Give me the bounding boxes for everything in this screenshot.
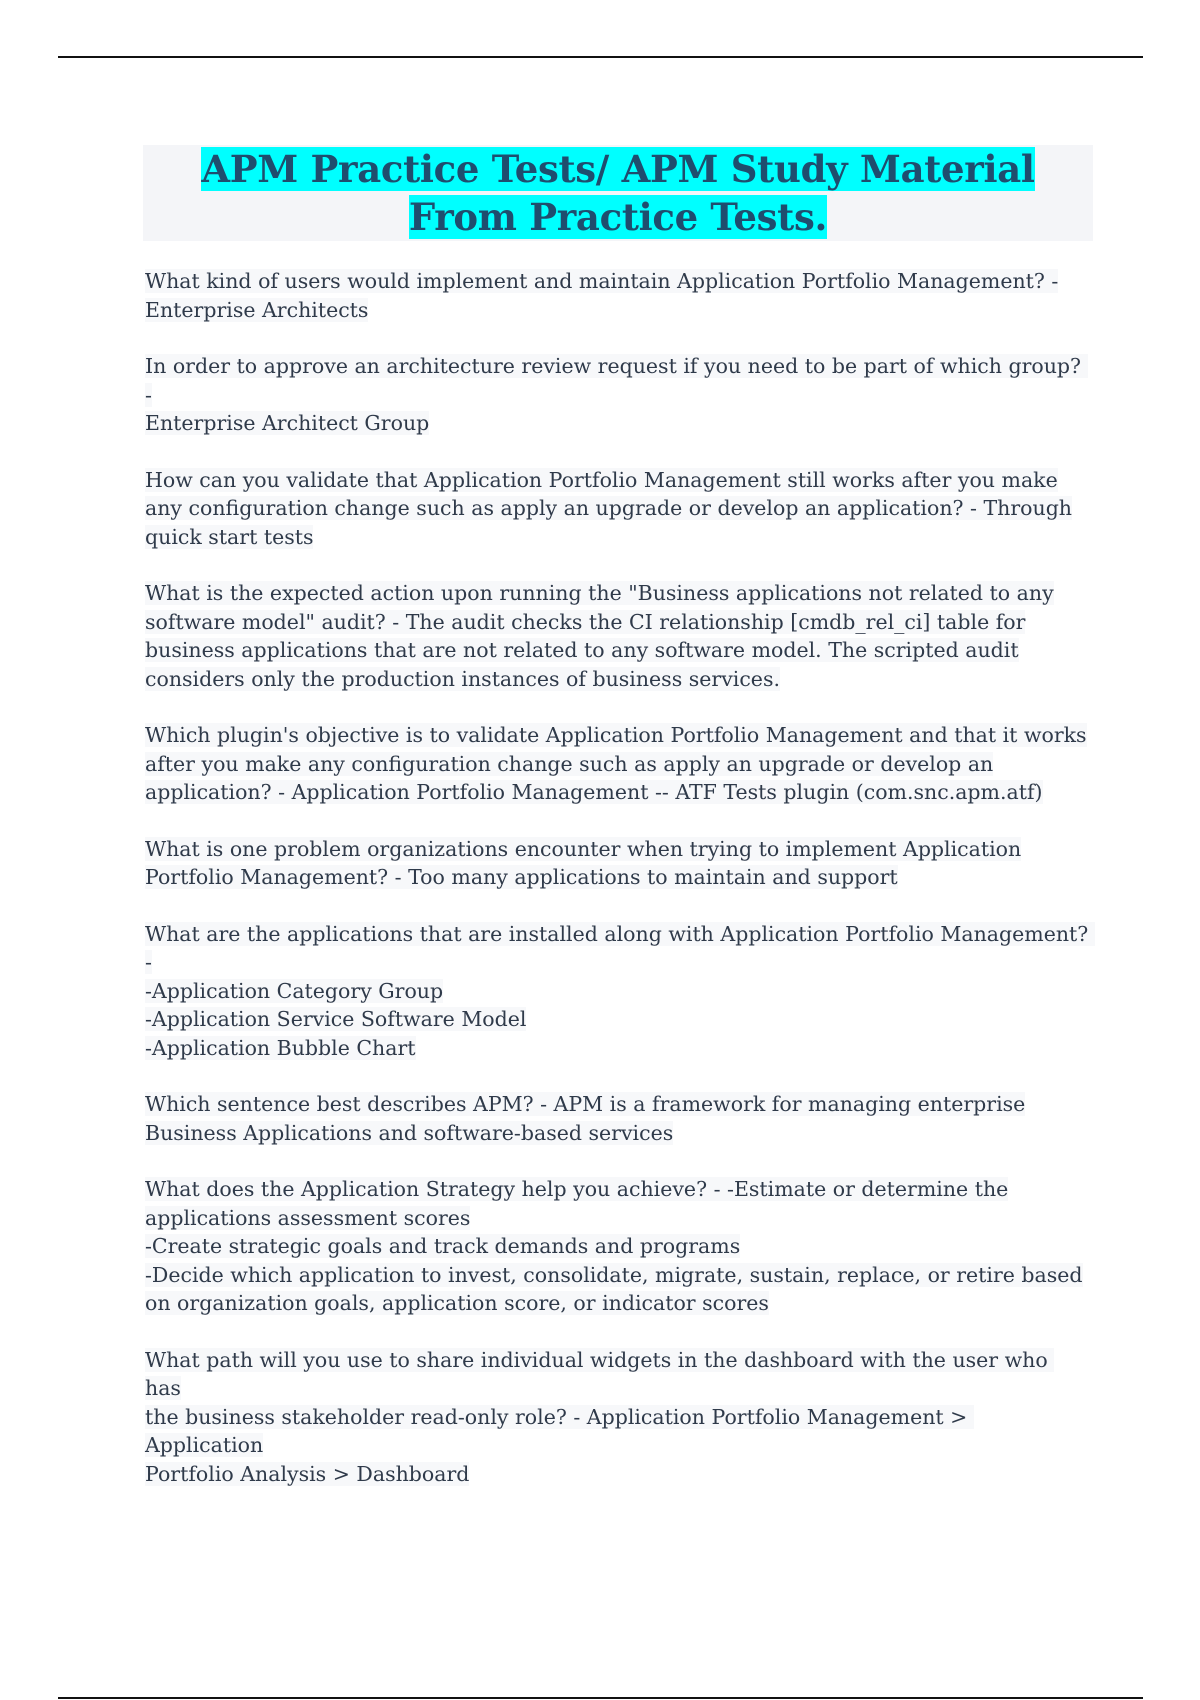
qa-item-9 [145,1175,1090,1318]
qa-item-10 [145,1346,1090,1489]
qa-line: -Application Category Group [145,978,444,1003]
qa-item-1 [145,267,1090,324]
qa-line: any configuration change such as apply an upgrade or develop an application? - Through [145,496,1073,520]
qa-line: the business stakeholder read-only role? - Application Portfolio Management > Application [145,1404,974,1457]
qa-list [145,267,1095,1516]
top-rule [58,56,1143,58]
qa-line: In order to approve an architecture review request if you need to be part of which group? - [145,354,1088,407]
qa-item-3 [145,466,1090,552]
qa-item-7 [145,920,1095,1063]
qa-item-4 [145,579,1090,693]
qa-line: -Decide which application to invest, consolidate, migrate, sustain, replace, or retire based [145,1262,1083,1287]
bottom-rule [58,1697,1143,1699]
qa-line: Enterprise Architect Group [145,411,430,435]
qa-line: software model" audit? - The audit checks the CI relationship [cmdb_rel_ci] table for [145,609,1026,634]
qa-line: What kind of users would implement and maintain Application Portfolio Management? - [145,269,1059,293]
page-title: APM Practice Tests/ APM Study Material From Practice Tests. [201,147,1035,239]
qa-item-5 [145,721,1090,807]
qa-line: considers only the production instances of business services. [145,666,780,691]
qa-line: -Application Service Software Model [145,1007,527,1031]
qa-line: applications assessment scores [145,1205,471,1230]
qa-line: Portfolio Management? - Too many applications to maintain and support [145,865,898,889]
qa-line: Business Applications and software-based services [145,1120,674,1145]
qa-line: Enterprise Architects [145,297,369,322]
qa-item-2 [145,352,1090,438]
qa-item-8 [145,1090,1090,1147]
qa-line: -Create strategic goals and track demands and programs [145,1234,741,1258]
qa-line: Which sentence best describes APM? - APM is a framework for managing enterprise [145,1092,1026,1116]
qa-line: What is one problem organizations encounter when trying to implement Application [145,836,1022,861]
qa-item-6 [145,835,1090,892]
qa-line: application? - Application Portfolio Management -- ATF Tests plugin (com.snc.apm.atf) [145,780,1043,804]
title-box [143,145,1093,241]
qa-line: What are the applications that are installed along with Application Portfolio Management? - [145,921,1095,974]
qa-line: What is the expected action upon running the "Business applications not related to any [145,581,1054,605]
qa-line: How can you validate that Application Portfolio Management still works after you make [145,467,1058,492]
qa-line: on organization goals, application score, or indicator scores [145,1291,769,1315]
qa-line: quick start tests [145,524,314,549]
qa-line: after you make any configuration change such as apply an upgrade or develop an [145,751,994,776]
qa-line: What does the Application Strategy help you achieve? - -Estimate or determine the [145,1177,1009,1201]
qa-line: -Application Bubble Chart [145,1035,416,1060]
qa-line: Which plugin's objective is to validate Application Portfolio Management and that it works [145,723,1087,747]
qa-line: business applications that are not related to any software model. The scripted audit [145,638,1019,662]
qa-line: What path will you use to share individual widgets in the dashboard with the user who has [145,1347,1055,1400]
qa-line: Portfolio Analysis > Dashboard [145,1461,470,1486]
